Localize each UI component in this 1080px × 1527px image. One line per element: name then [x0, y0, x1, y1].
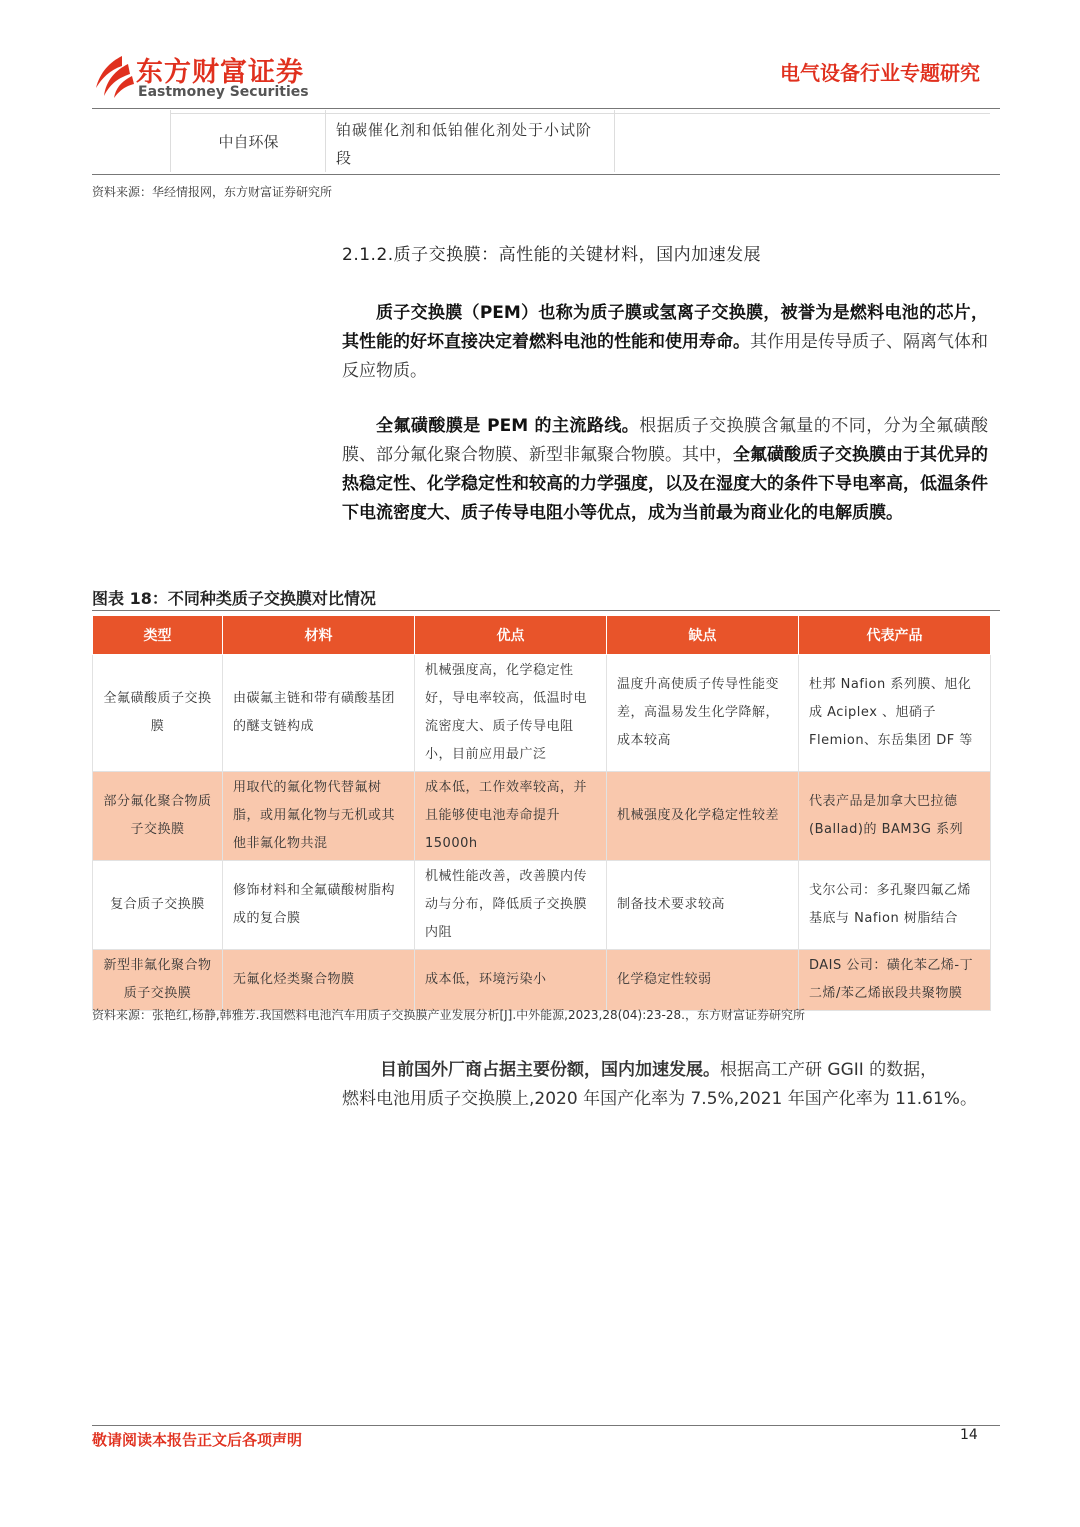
table-cell: DAIS 公司：磺化苯乙烯-丁二烯/苯乙烯嵌段共聚物膜 [799, 950, 991, 1011]
paragraph [342, 299, 988, 386]
paragraph-text: 根据质子交换膜含氟量的不同，分为全氟磺酸膜、部分氟化聚合物膜、新型非氟聚合物膜。其中， [342, 416, 989, 465]
company-logo [92, 50, 322, 102]
table-cell: 杜邦 Nafion 系列膜、旭化成 Aciplex 、旭硝子 Flemion、东岳集团 DF 等 [799, 655, 991, 772]
header-divider [92, 108, 1000, 109]
table-cell: 化学稳定性较弱 [607, 950, 799, 1011]
source-note: 资料来源：张艳红,杨静,韩雅芳.我国燃料电池汽车用质子交换膜产业发展分析[J].中外能源,2023,28(04):23-28.，东方财富证券研究所 [92, 1008, 805, 1022]
table-row [93, 861, 991, 950]
table-cell: 戈尔公司：多孔聚四氟乙烯基底与 Nafion 树脂结合 [799, 861, 991, 950]
logo-mark-icon [92, 54, 134, 98]
table-cell: 部分氟化聚合物质子交换膜 [93, 772, 223, 861]
column-header: 优点 [415, 616, 607, 655]
paragraph-bold-text: 目前国外厂商占据主要份额，国内加速发展。 [380, 1060, 720, 1080]
table-cell: 成本低，环境污染小 [415, 950, 607, 1011]
table-cell: 修饰材料和全氟磺酸树脂构成的复合膜 [223, 861, 415, 950]
table-cell: 温度升高使质子传导性能变差，高温易发生化学降解，成本较高 [607, 655, 799, 772]
table-row [93, 950, 991, 1011]
table-header-row [93, 616, 991, 655]
paragraph-text: 其作用是传导质子、隔离气体和反应物质。 [342, 332, 988, 381]
paragraph [342, 412, 988, 528]
top-table-bottom-border [92, 174, 1000, 175]
column-header: 代表产品 [799, 616, 991, 655]
top-table-description: 铂碳催化剂和低铂催化剂处于小试阶段 [325, 110, 615, 172]
table-row [93, 655, 991, 772]
table-cell: 代表产品是加拿大巴拉德(Ballad)的 BAM3G 系列 [799, 772, 991, 861]
table-cell: 机械强度高，化学稳定性好，导电率较高，低温时电流密度大、质子传导电阻小，目前应用最广泛 [415, 655, 607, 772]
page-number: 14 [960, 1427, 978, 1443]
table-cell: 用取代的氟化物代替氟树脂，或用氟化物与无机或其他非氟化物共混 [223, 772, 415, 861]
paragraph-bold-text: 全氟磺酸质子交换膜由于其优异的热稳定性、化学稳定性和较高的力学强度，以及在湿度大的条件下导电率高，低温条件下电流密度大、质子传导电阻小等优点，成为当前最为商业化的电解质膜。 [342, 445, 988, 523]
source-note: 资料来源：华经情报网，东方财富证券研究所 [92, 185, 333, 199]
table-cell: 机械性能改善，改善膜内传动与分布，降低质子交换膜内阻 [415, 861, 607, 950]
paragraph-text: 燃料电池用质子交换膜上,2020 年国产化率为 7.5%,2021 年国产化率为 11.61%。 [342, 1089, 977, 1109]
paragraph-text: 根据高工产研 GGII 的数据， [720, 1060, 938, 1080]
footer-divider [92, 1425, 1000, 1426]
top-table-company: 中自环保 [170, 110, 326, 172]
figure-divider [92, 610, 1000, 611]
table-cell: 成本低，工作效率较高，并且能够使电池寿命提升 15000h [415, 772, 607, 861]
table-cell: 新型非氟化聚合物质子交换膜 [93, 950, 223, 1011]
report-title: 电气设备行业专题研究 [780, 61, 980, 85]
table-cell: 机械强度及化学稳定性较差 [607, 772, 799, 861]
logo-chinese-name: 东方财富证券 [136, 57, 304, 88]
table-row [93, 772, 991, 861]
disclaimer-text: 敬请阅读本报告正文后各项声明 [92, 1431, 303, 1449]
logo-english-name: Eastmoney Securities [138, 84, 309, 100]
comparison-table [92, 615, 991, 1011]
column-header: 类型 [93, 616, 223, 655]
table-cell: 制备技术要求较高 [607, 861, 799, 950]
paragraph-bold-text: 质子交换膜（PEM）也称为质子膜或氢离子交换膜，被誉为是燃料电池的芯片，其性能的好坏直接决定着燃料电池的性能和使用寿命。 [342, 303, 988, 352]
figure-title: 图表 18：不同种类质子交换膜对比情况 [92, 589, 376, 608]
table-cell: 全氟磺酸质子交换膜 [93, 655, 223, 772]
table-cell: 复合质子交换膜 [93, 861, 223, 950]
paragraph-bold-text: 全氟磺酸膜是 PEM 的主流路线。 [376, 416, 640, 436]
top-table [92, 110, 1000, 174]
column-header: 缺点 [607, 616, 799, 655]
table-cell: 由碳氟主链和带有磺酸基团的醚支链构成 [223, 655, 415, 772]
paragraph [342, 1056, 1002, 1114]
column-header: 材料 [223, 616, 415, 655]
section-heading: 2.1.2.质子交换膜：高性能的关键材料，国内加速发展 [342, 245, 762, 265]
table-cell: 无氟化烃类聚合物膜 [223, 950, 415, 1011]
